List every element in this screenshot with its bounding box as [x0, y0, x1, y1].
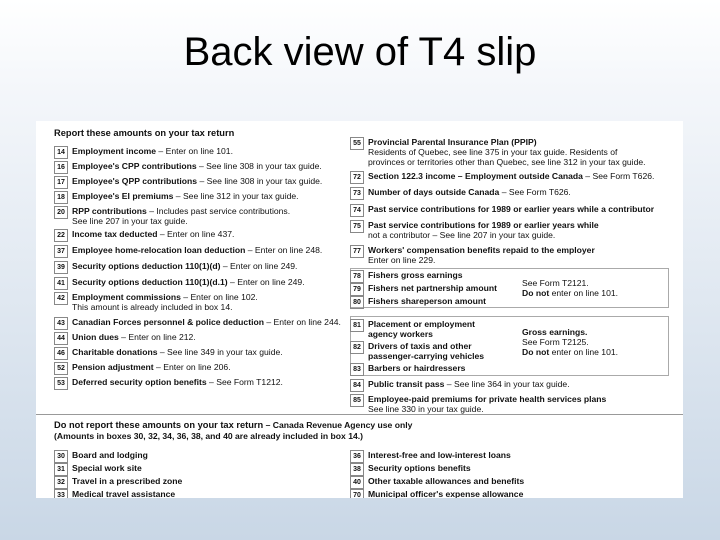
box-number: 79 [350, 283, 364, 296]
placement-side-note [522, 327, 618, 357]
box-number: 18 [54, 191, 68, 204]
row-subnote-line2: provinces or territories other than Quebec, see line 312 in your tax guide. [368, 157, 646, 167]
row-text [72, 206, 290, 226]
slip-row [54, 161, 350, 174]
row-text [368, 187, 571, 197]
row-text [368, 220, 599, 240]
t4-slip-back [36, 121, 683, 498]
box-number: 37 [54, 245, 68, 258]
slip-row [350, 363, 680, 376]
do-not-heading-text: Do not report these amounts on your tax return [54, 420, 264, 430]
row-label: Employee's CPP contributions [72, 161, 197, 171]
slip-row [54, 277, 350, 290]
row-text [368, 283, 497, 293]
row-text [72, 317, 341, 327]
slip-row [54, 245, 350, 258]
slip-row [350, 489, 680, 498]
do-not-bold: Do not [522, 288, 550, 298]
slip-row [350, 187, 680, 200]
section-divider [36, 414, 683, 415]
row-label: Number of days outside Canada [368, 187, 500, 197]
box-number: 43 [54, 317, 68, 330]
slip-row [350, 463, 680, 476]
slip-row [54, 317, 350, 330]
row-label: Past service contributions for 1989 or earlier years while a contributor [368, 204, 655, 214]
fishers-see-form: See Form T2121. [522, 278, 589, 288]
box-number: 44 [54, 332, 68, 345]
row-text [72, 191, 299, 201]
row-text [72, 176, 322, 186]
row-label: Section 122.3 income – Employment outside Canada [368, 171, 583, 181]
row-text [72, 229, 234, 239]
row-note: – See Form T626. [499, 187, 571, 197]
box-number: 81 [350, 319, 364, 332]
box-number: 73 [350, 187, 364, 200]
row-note: – See Form T1212. [206, 377, 283, 387]
row-note: – Enter on line 249. [220, 261, 298, 271]
row-subnote: See line 330 in your tax guide. [368, 404, 484, 414]
row-text [72, 476, 182, 486]
box-number: 84 [350, 379, 364, 392]
row-label: Board and lodging [72, 450, 148, 460]
row-note: – Includes past service contributions. [146, 206, 291, 216]
row-text [368, 379, 570, 389]
row-text [72, 261, 297, 271]
slip-row [350, 220, 680, 240]
do-not-rest: enter on line 101. [549, 347, 619, 357]
box-number: 30 [54, 450, 68, 463]
box-number: 80 [350, 296, 364, 309]
row-text [72, 450, 148, 460]
row-text [368, 450, 511, 460]
slip-row [350, 319, 680, 339]
row-label: Travel in a prescribed zone [72, 476, 183, 486]
slip-row [54, 176, 350, 189]
row-subnote: Residents of Quebec, see line 375 in your tax guide. Residents of [368, 147, 618, 157]
row-label-line2: agency workers [368, 329, 433, 339]
do-not-heading-sub: (Amounts in boxes 30, 32, 34, 36, 38, and 40 are already included in box 14.) [54, 431, 364, 441]
slip-row [54, 261, 350, 274]
row-label: Employee-paid premiums for private health services plans [368, 394, 607, 404]
row-text [368, 363, 465, 373]
row-label: Employment commissions [72, 292, 181, 302]
slip-row [350, 450, 680, 463]
fishers-do-not [522, 288, 618, 298]
placement-do-not [522, 347, 618, 357]
slip-row [54, 463, 350, 476]
box-number: 83 [350, 363, 364, 376]
box-number: 85 [350, 394, 364, 407]
slip-row [54, 332, 350, 345]
row-label: Provincial Parental Insurance Plan (PPIP) [368, 137, 537, 147]
slip-row [350, 341, 680, 361]
row-text [72, 362, 231, 372]
slip-row [54, 146, 350, 159]
box-number: 40 [350, 476, 364, 489]
box-number: 78 [350, 270, 364, 283]
row-note: – Enter on line 102. [180, 292, 258, 302]
row-label: Union dues [72, 332, 119, 342]
row-label: Placement or employment [368, 319, 475, 329]
slip-row [350, 204, 680, 217]
box-number: 72 [350, 171, 364, 184]
report-heading: Report these amounts on your tax return [54, 128, 235, 138]
do-not-bold: Do not [522, 347, 550, 357]
row-text [72, 377, 283, 387]
slip-row [54, 206, 350, 226]
box-number: 38 [350, 463, 364, 476]
slip-row [350, 283, 680, 296]
box-number: 14 [54, 146, 68, 159]
gross-earnings: Gross earnings. [522, 327, 588, 337]
box-number: 32 [54, 476, 68, 489]
row-label: Barbers or hairdressers [368, 363, 466, 373]
row-note: – See line 364 in your tax guide. [444, 379, 570, 389]
row-label: Deferred security option benefits [72, 377, 207, 387]
row-label: Security options deduction 110(1)(d) [72, 261, 221, 271]
row-note: – See Form T626. [582, 171, 655, 181]
row-note: – Enter on line 437. [157, 229, 235, 239]
box-number: 77 [350, 245, 364, 258]
slip-row [350, 137, 680, 167]
row-text [368, 245, 595, 265]
do-not-report-heading [54, 420, 412, 442]
row-text [368, 270, 463, 280]
row-text [368, 463, 471, 473]
row-text [368, 204, 654, 214]
slide-title: Back view of T4 slip [183, 30, 537, 74]
slip-row [350, 476, 680, 489]
row-label: Employee's QPP contributions [72, 176, 198, 186]
slip-row [54, 489, 350, 498]
do-not-rest: enter on line 101. [549, 288, 619, 298]
row-text [368, 394, 606, 414]
box-number: 52 [54, 362, 68, 375]
row-note: – Enter on line 244. [263, 317, 341, 327]
row-text [72, 146, 233, 156]
row-text [72, 347, 283, 357]
row-label: Pension adjustment [72, 362, 154, 372]
slip-row [350, 296, 680, 309]
row-text [368, 171, 654, 181]
box-number: 46 [54, 347, 68, 360]
row-text [368, 319, 475, 339]
fishers-side-note [522, 278, 618, 298]
row-label: Past service contributions for 1989 or earlier years while [368, 220, 599, 230]
row-label: RPP contributions [72, 206, 147, 216]
slip-row [54, 476, 350, 489]
row-label: Security options deduction 110(1)(d.1) [72, 277, 228, 287]
row-label: Public transit pass [368, 379, 445, 389]
row-label: Other taxable allowances and benefits [368, 476, 525, 486]
row-subnote: not a contributor – See line 207 in your tax guide. [368, 230, 556, 240]
slip-row [350, 270, 680, 283]
row-label: Canadian Forces personnel & police deduction [72, 317, 264, 327]
slip-row [54, 377, 350, 390]
slip-row [54, 191, 350, 204]
row-text [368, 137, 646, 167]
row-note: – Enter on line 206. [153, 362, 231, 372]
box-number: 74 [350, 204, 364, 217]
row-label: Fishers gross earnings [368, 270, 463, 280]
row-text [72, 332, 196, 342]
row-label: Drivers of taxis and other [368, 341, 472, 351]
row-text [72, 463, 142, 473]
row-text [368, 489, 523, 498]
row-label: Workers' compensation benefits repaid to the employer [368, 245, 595, 255]
box-number: 22 [54, 229, 68, 242]
row-note: – Enter on line 248. [245, 245, 323, 255]
row-subnote: This amount is already included in box 14. [72, 302, 233, 312]
row-text [368, 296, 486, 306]
slip-row [54, 450, 350, 463]
row-label: Municipal officer's expense allowance [368, 489, 524, 498]
row-note: – Enter on line 249. [227, 277, 305, 287]
slip-row [350, 245, 680, 265]
row-label: Special work site [72, 463, 142, 473]
row-text [368, 341, 484, 361]
slip-row [54, 229, 350, 242]
slip-row [54, 347, 350, 360]
box-number: 20 [54, 206, 68, 219]
box-number: 53 [54, 377, 68, 390]
box-number: 39 [54, 261, 68, 274]
row-label: Medical travel assistance [72, 489, 176, 498]
box-number: 75 [350, 220, 364, 233]
do-not-heading-note: – Canada Revenue Agency use only [263, 420, 413, 430]
row-text [72, 489, 175, 498]
row-text [72, 292, 258, 312]
slip-row [350, 171, 680, 184]
row-note: – Enter on line 212. [118, 332, 196, 342]
row-label: Fishers net partnership amount [368, 283, 497, 293]
row-text [72, 277, 305, 287]
row-label: Employee home-relocation loan deduction [72, 245, 246, 255]
row-text [72, 245, 322, 255]
row-note: – See line 308 in your tax guide. [197, 176, 323, 186]
box-number: 31 [54, 463, 68, 476]
row-text [72, 161, 322, 171]
row-text [368, 476, 524, 486]
box-number: 82 [350, 341, 364, 354]
box-number: 70 [350, 489, 364, 498]
row-label: Income tax deducted [72, 229, 158, 239]
row-subnote: Enter on line 229. [368, 255, 436, 265]
row-note: – See line 349 in your tax guide. [157, 347, 283, 357]
row-label: Employee's EI premiums [72, 191, 174, 201]
slip-row [54, 292, 350, 312]
box-number: 42 [54, 292, 68, 305]
box-number: 41 [54, 277, 68, 290]
box-number: 36 [350, 450, 364, 463]
row-label: Interest-free and low-interest loans [368, 450, 511, 460]
placement-see-form: See Form T2125. [522, 337, 589, 347]
slip-row [350, 394, 680, 414]
row-label: Employment income [72, 146, 157, 156]
row-label: Security options benefits [368, 463, 471, 473]
row-note: – Enter on line 101. [156, 146, 233, 156]
box-number: 16 [54, 161, 68, 174]
box-number: 17 [54, 176, 68, 189]
box-number: 33 [54, 489, 68, 498]
box-number: 55 [350, 137, 364, 150]
slip-row [54, 362, 350, 375]
row-label: Charitable donations [72, 347, 158, 357]
row-subnote: See line 207 in your tax guide. [72, 216, 188, 226]
row-note: – See line 312 in your tax guide. [173, 191, 299, 201]
row-note: – See line 308 in your tax guide. [196, 161, 322, 171]
row-label-line2: passenger-carrying vehicles [368, 351, 485, 361]
row-label: Fishers shareperson amount [368, 296, 486, 306]
slip-row [350, 379, 680, 392]
